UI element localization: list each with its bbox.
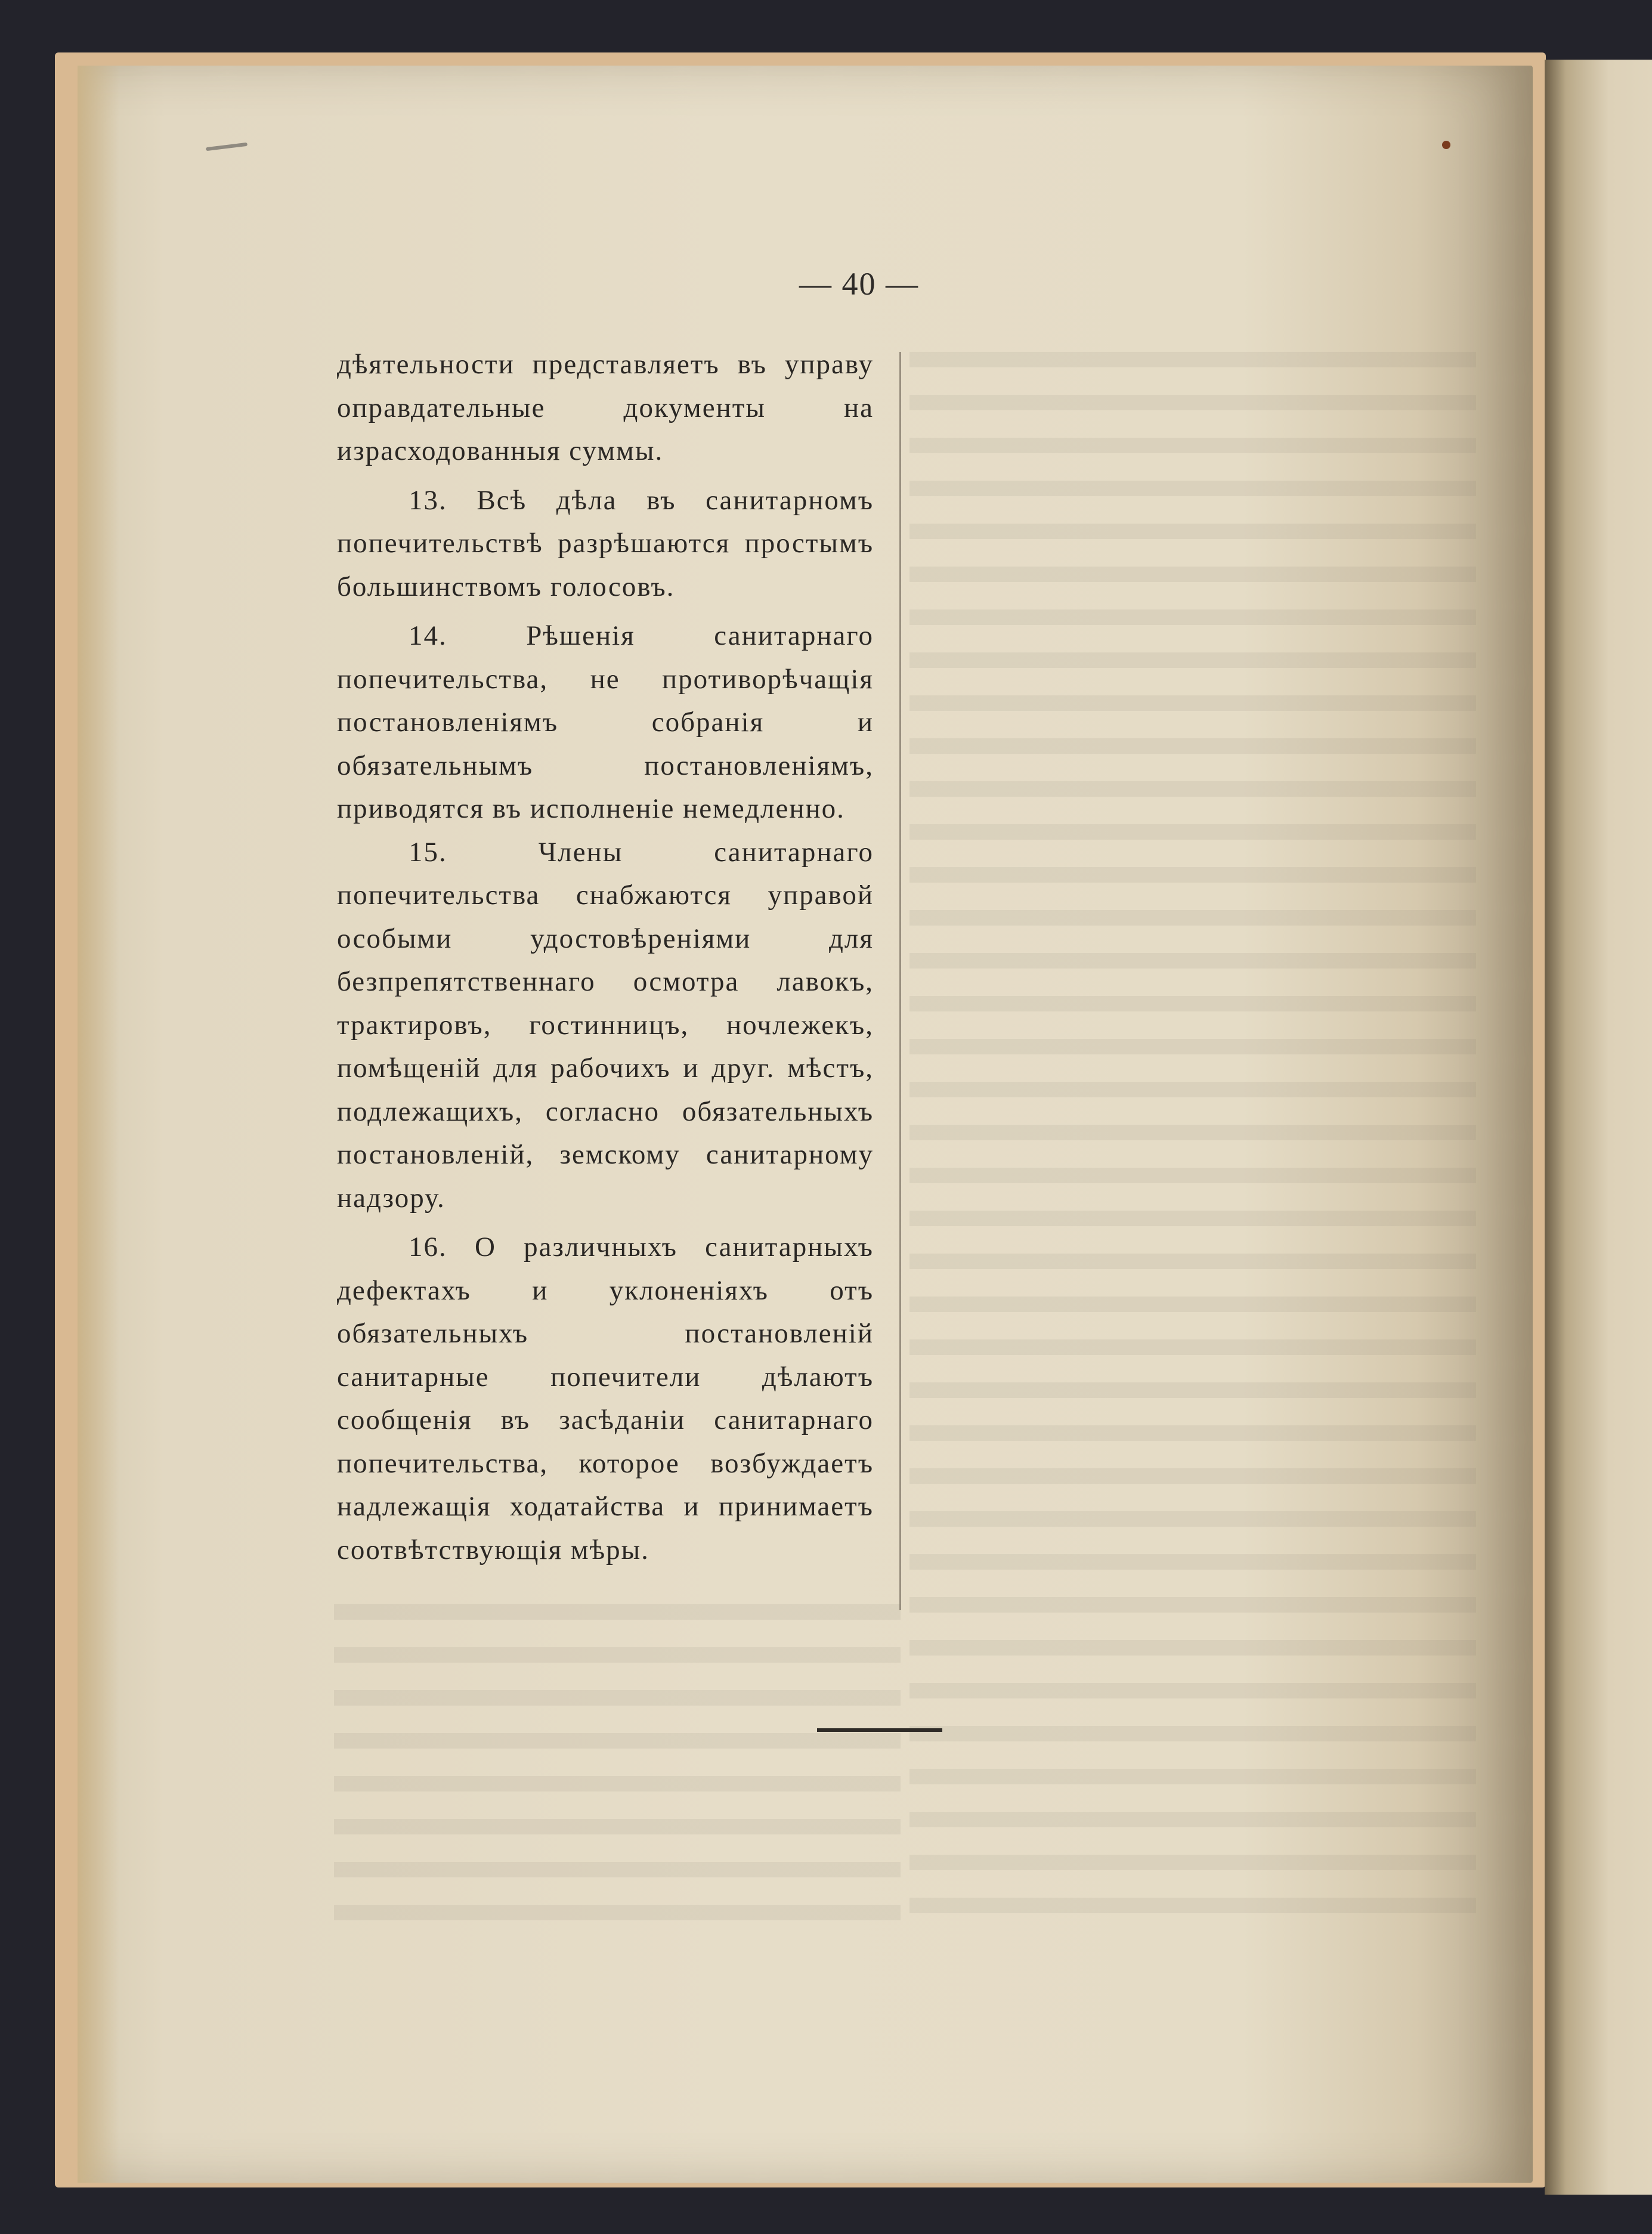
column-rule bbox=[899, 352, 901, 1610]
paragraph-15: 15. Члены санитарнаго попечительства снабжаются управой особыми удостовѣреніями для безпрепятственнаго осмотра лавокъ, трактировъ, гостинницъ, ночлежекъ, помѣщеній для рабочихъ и друг. мѣстъ, подлежащихъ, согласно обязательныхъ постановленій, земскому санитарному надзору. bbox=[337, 836, 874, 1214]
ink-spot bbox=[1442, 141, 1450, 149]
page-left-rim bbox=[78, 66, 119, 2183]
end-rule bbox=[817, 1728, 942, 1732]
show-through-text-bottom bbox=[334, 1604, 901, 1938]
paragraph-13: 13. Всѣ дѣла въ санитарномъ попечительствѣ разрѣшаются простымъ большинствомъ голосовъ. bbox=[337, 484, 874, 602]
facing-page-edge bbox=[1545, 60, 1652, 2195]
paragraph-continuation: дѣятельности представляетъ въ управу оправдательные документы на израсходованныя суммы. bbox=[337, 349, 874, 466]
paragraph-16: 16. О различныхъ санитарныхъ дефектахъ и уклоненіяхъ отъ обязательныхъ постановленій санитарные попечители дѣлаютъ сообщенія въ засѣданіи санитарнаго попечительства, которое возбуждаетъ надлежащія ходатайства и принимаетъ соотвѣтствующія мѣры. bbox=[337, 1232, 874, 1565]
show-through-text-right bbox=[909, 352, 1476, 1914]
page-number: — 40 — bbox=[799, 266, 919, 302]
text-column bbox=[337, 343, 874, 1571]
paragraph-14: 14. Рѣшенія санитарнаго попечительства, не противорѣчащія постановленіямъ собранія и обязательнымъ постановленіямъ, приводятся въ исполненіе немедленно. bbox=[337, 620, 874, 824]
